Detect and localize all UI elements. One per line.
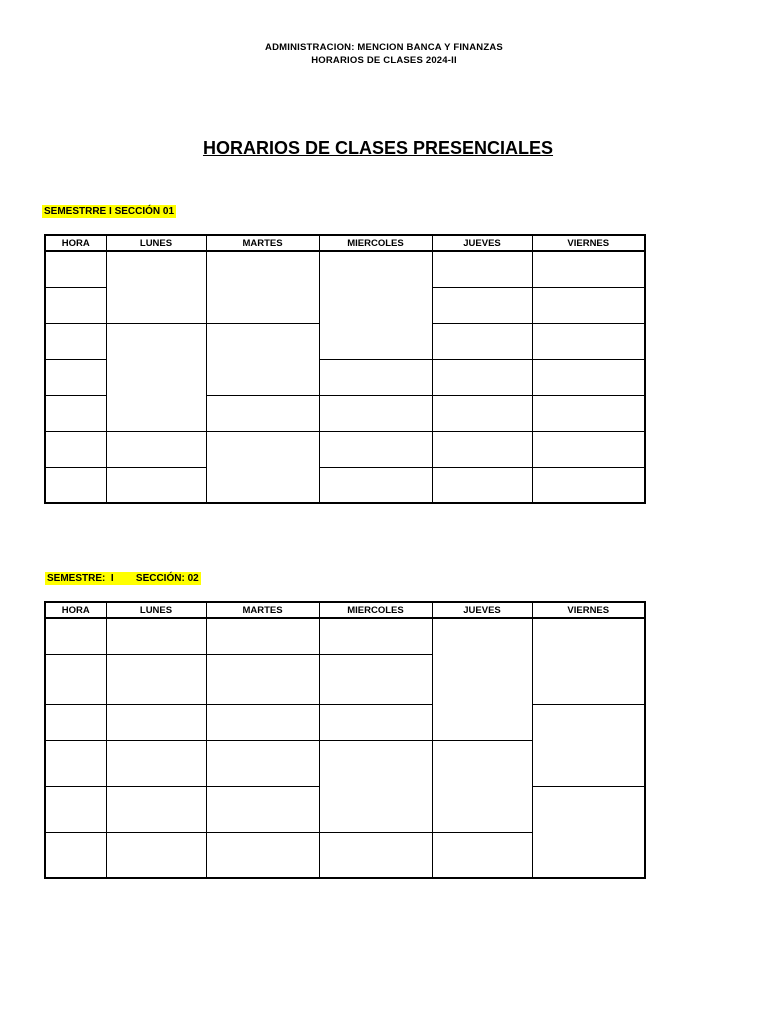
col-header-jueves: JUEVES [432, 235, 532, 251]
table-cell [319, 395, 432, 431]
table-cell [45, 251, 106, 287]
table-cell [45, 618, 106, 654]
table-cell [45, 359, 106, 395]
table-cell [532, 251, 645, 287]
table-cell [206, 704, 319, 740]
table-cell [432, 323, 532, 359]
table-cell [532, 618, 645, 704]
table-cell [532, 467, 645, 503]
table-cell [45, 786, 106, 832]
table-cell [106, 431, 206, 467]
schedule-table-section-02 [44, 601, 646, 879]
table-cell [532, 359, 645, 395]
col-header-viernes: VIERNES [532, 235, 645, 251]
table-cell [106, 467, 206, 503]
table-cell [206, 323, 319, 395]
col-header-miercoles: MIERCOLES [319, 602, 432, 618]
table-cell [45, 287, 106, 323]
table-cell [432, 740, 532, 832]
table-cell [45, 832, 106, 878]
table-cell [532, 287, 645, 323]
table-cell [106, 704, 206, 740]
table-cell [106, 323, 206, 431]
table-cell [206, 654, 319, 704]
schedule-table-section-01 [44, 234, 646, 504]
table-cell [432, 832, 532, 878]
col-header-miercoles: MIERCOLES [319, 235, 432, 251]
table-cell [206, 618, 319, 654]
table-cell [106, 251, 206, 323]
table-cell [532, 786, 645, 878]
table-cell [206, 832, 319, 878]
table-cell [432, 467, 532, 503]
table-cell [319, 654, 432, 704]
col-header-hora: HORA [45, 235, 106, 251]
col-header-viernes: VIERNES [532, 602, 645, 618]
col-header-jueves: JUEVES [432, 602, 532, 618]
header-line-1: ADMINISTRACION: MENCION BANCA Y FINANZAS [265, 42, 503, 53]
table-cell [532, 395, 645, 431]
table-cell [45, 395, 106, 431]
col-header-martes: MARTES [206, 602, 319, 618]
table-cell [319, 740, 432, 832]
table-cell [532, 704, 645, 786]
table-cell [206, 395, 319, 431]
table-cell [432, 251, 532, 287]
table-cell [319, 359, 432, 395]
table-cell [432, 431, 532, 467]
table-cell [432, 395, 532, 431]
table-cell [45, 654, 106, 704]
table-cell [106, 654, 206, 704]
table-cell [106, 832, 206, 878]
section-01-label: SEMESTRRE I SECCIÓN 01 [44, 206, 175, 217]
page-title: HORARIOS DE CLASES PRESENCIALES [202, 138, 554, 158]
table-cell [206, 786, 319, 832]
table-cell [432, 359, 532, 395]
table-cell [206, 431, 319, 503]
col-header-lunes: LUNES [106, 235, 206, 251]
col-header-hora: HORA [45, 602, 106, 618]
table-cell [319, 431, 432, 467]
table-cell [532, 323, 645, 359]
section-02-label: SEMESTRE: I SECCIÓN: 02 [47, 573, 199, 584]
table-cell [432, 287, 532, 323]
col-header-martes: MARTES [206, 235, 319, 251]
header-line-2: HORARIOS DE CLASES 2024-II [311, 55, 457, 66]
table-cell [106, 786, 206, 832]
table-cell [206, 251, 319, 323]
table-cell [45, 704, 106, 740]
col-header-lunes: LUNES [106, 602, 206, 618]
table-cell [45, 431, 106, 467]
table-cell [45, 467, 106, 503]
table-cell [319, 832, 432, 878]
table-cell [532, 431, 645, 467]
table-cell [45, 323, 106, 359]
table-cell [432, 618, 532, 740]
table-cell [45, 740, 106, 786]
table-cell [319, 618, 432, 654]
table-cell [106, 618, 206, 654]
table-cell [319, 251, 432, 359]
table-cell [319, 467, 432, 503]
table-cell [319, 704, 432, 740]
table-cell [206, 740, 319, 786]
table-cell [106, 740, 206, 786]
